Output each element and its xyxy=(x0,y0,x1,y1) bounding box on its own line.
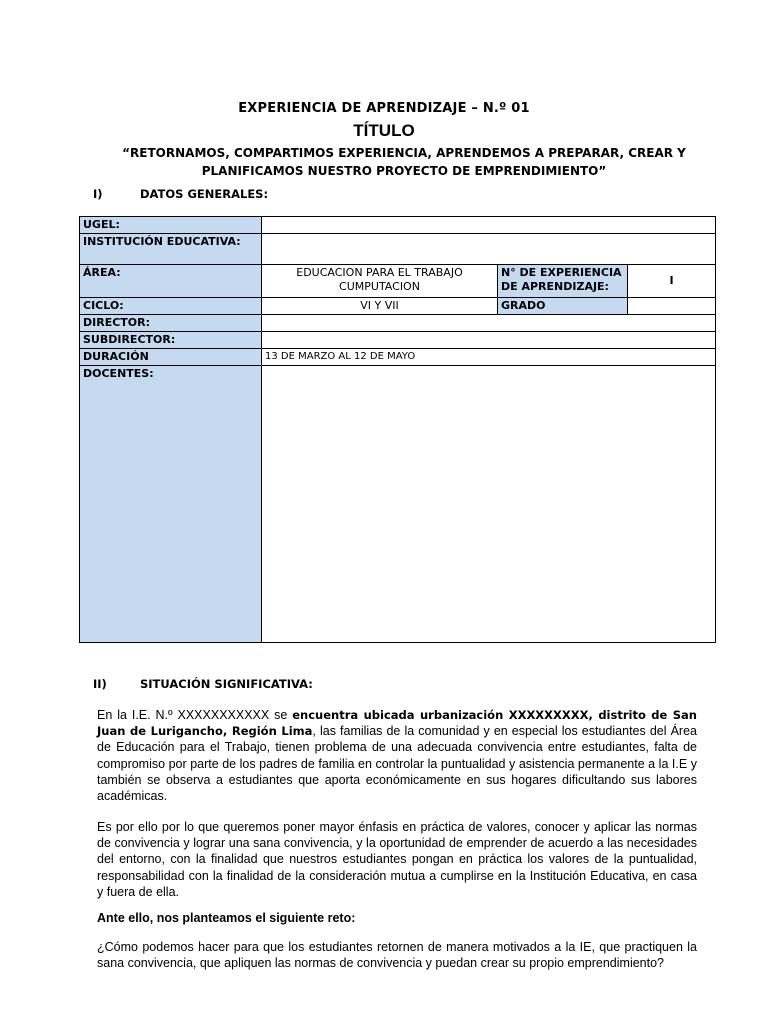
section-1-number: I) xyxy=(93,187,103,201)
experience-number-label-line-2: DE APRENDIZAJE: xyxy=(501,280,609,293)
experience-number-label-line-1: N° DE EXPERIENCIA xyxy=(501,266,622,279)
ciclo-value: VI Y VII xyxy=(262,298,498,315)
experience-number-label xyxy=(498,265,628,298)
area-value xyxy=(262,265,498,298)
p1-text-a: En la I.E. N.º XXXXXXXXXXX se xyxy=(97,708,293,722)
section-1-title: DATOS GENERALES: xyxy=(140,187,269,201)
quote-title-line-1: “RETORNAMOS, COMPARTIMOS EXPERIENCIA, APRENDEMOS A PREPARAR, CREAR Y xyxy=(122,146,686,160)
experience-heading: EXPERIENCIA DE APRENDIZAJE – N.º 01 xyxy=(238,101,530,116)
subdirector-value xyxy=(262,332,716,349)
ugel-value xyxy=(262,217,716,234)
quote-title-line-2: PLANIFICAMOS NUESTRO PROYECTO DE EMPRENDIMIENTO” xyxy=(201,164,607,178)
experience-number-value: I xyxy=(628,265,716,298)
grado-label: GRADO xyxy=(498,298,628,315)
docentes-label: DOCENTES: xyxy=(80,366,262,643)
area-value-line-1: EDUCACION PARA EL TRABAJO xyxy=(296,266,463,279)
director-value xyxy=(262,315,716,332)
section-2-number: II) xyxy=(93,677,107,691)
table-row xyxy=(80,234,716,265)
title-heading: TÍTULO xyxy=(353,121,415,140)
docentes-value xyxy=(262,366,716,643)
p1-text-bold: encuentra ubicada urbanización XXXXXXXXX, distrito de San Juan de Lurigancho, Región Lima xyxy=(97,708,697,739)
ciclo-label: CICLO: xyxy=(80,298,262,315)
table-row xyxy=(80,366,716,643)
ie-label: INSTITUCIÓN EDUCATIVA: xyxy=(80,234,262,265)
table-row xyxy=(80,332,716,349)
table-row xyxy=(80,217,716,234)
general-data-table xyxy=(79,216,716,643)
ugel-label: UGEL: xyxy=(80,217,262,234)
table-row xyxy=(80,265,716,298)
situation-paragraph-2: Es por ello por lo que queremos poner mayor énfasis en práctica de valores, conocer y aplicar las normas de convivencia y lograr una sana convivencia, y la oportunidad de emprender de acuerdo a las necesidades del entorno, con la finalidad que nuestros estudiantes pongan en práctica los valores de la puntualidad, responsabilidad con la finalidad de la consideración mutua a cumplirse en la Institución Educativa, en casa y fuera de ella. xyxy=(97,820,697,899)
section-2-title: SITUACIÓN SIGNIFICATIVA: xyxy=(140,677,313,691)
duracion-value: 13 DE MARZO AL 12 DE MAYO xyxy=(262,349,716,366)
subdirector-label: SUBDIRECTOR: xyxy=(80,332,262,349)
table-row xyxy=(80,298,716,315)
challenge-question: ¿Cómo podemos hacer para que los estudiantes retornen de manera motivados a la IE, que practiquen la sana convivencia, que apliquen las normas de convivencia y puedan crear su propio emprendimiento? xyxy=(97,940,697,971)
p1-text-c: , las familias de la comunidad y en especial los estudiantes del Área de Educación para el Trabajo, tienen problema de una adecuada convivencia entre estudiantes, falta de compromiso por parte de los padres de familia en controlar la puntualidad y asistencia permanente a la I.E y también se observa a estudiantes que aporta económicamente en sus hogares dificultando sus labores académicas. xyxy=(97,724,697,804)
grado-value xyxy=(628,298,716,315)
challenge-intro: Ante ello, nos planteamos el siguiente reto: xyxy=(97,911,356,925)
table-row xyxy=(80,315,716,332)
table-row xyxy=(80,349,716,366)
area-value-line-2: CUMPUTACION xyxy=(339,280,420,293)
director-label: DIRECTOR: xyxy=(80,315,262,332)
ie-value xyxy=(262,234,716,265)
duracion-label: DURACIÓN xyxy=(80,349,262,366)
situation-paragraph-1 xyxy=(97,707,697,804)
area-label: ÁREA: xyxy=(80,265,262,298)
